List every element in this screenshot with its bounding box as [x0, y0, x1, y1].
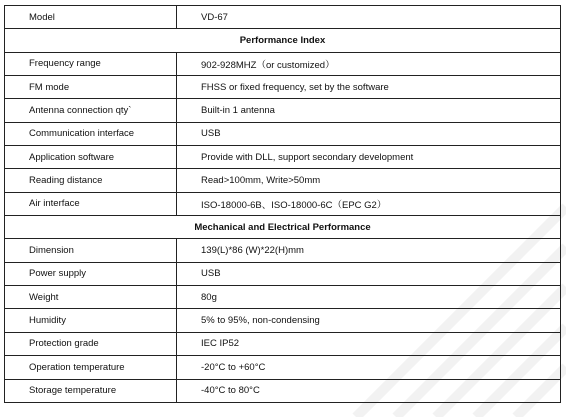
spec-table — [4, 5, 561, 403]
spec-value: Built-in 1 antenna — [177, 99, 561, 122]
table-row — [5, 76, 561, 99]
spec-value: ISO-18000-6B、ISO-18000-6C（EPC G2） — [177, 192, 561, 215]
table-row — [5, 192, 561, 215]
spec-label: Storage temperature — [5, 379, 177, 402]
spec-value: FHSS or fixed frequency, set by the software — [177, 76, 561, 99]
table-row — [5, 332, 561, 355]
spec-value: Read>100mm, Write>50mm — [177, 169, 561, 192]
spec-value: 80g — [177, 286, 561, 309]
table-row — [5, 52, 561, 75]
spec-value: USB — [177, 262, 561, 285]
table-row — [5, 122, 561, 145]
section-header-row — [5, 29, 561, 52]
table-row — [5, 99, 561, 122]
spec-label: Operation temperature — [5, 356, 177, 379]
section-title: Mechanical and Electrical Performance — [5, 216, 561, 239]
spec-label: Antenna connection qty` — [5, 99, 177, 122]
table-row — [5, 309, 561, 332]
table-row — [5, 146, 561, 169]
spec-value: 5% to 95%, non-condensing — [177, 309, 561, 332]
spec-value: -20°C to +60°C — [177, 356, 561, 379]
spec-value: USB — [177, 122, 561, 145]
spec-value: 902-928MHZ（or customized） — [177, 52, 561, 75]
table-row-model — [5, 6, 561, 29]
spec-label: FM mode — [5, 76, 177, 99]
spec-value: IEC IP52 — [177, 332, 561, 355]
spec-label: Protection grade — [5, 332, 177, 355]
table-row — [5, 239, 561, 262]
spec-label: Power supply — [5, 262, 177, 285]
spec-label: Dimension — [5, 239, 177, 262]
section-title: Performance Index — [5, 29, 561, 52]
spec-label: Reading distance — [5, 169, 177, 192]
table-row — [5, 379, 561, 402]
table-row — [5, 262, 561, 285]
model-value: VD-67 — [177, 6, 561, 29]
spec-label: Communication interface — [5, 122, 177, 145]
spec-value: 139(L)*86 (W)*22(H)mm — [177, 239, 561, 262]
spec-table-body — [5, 6, 561, 403]
spec-label: Weight — [5, 286, 177, 309]
spec-value: Provide with DLL, support secondary development — [177, 146, 561, 169]
model-label: Model — [5, 6, 177, 29]
table-row — [5, 169, 561, 192]
spec-label: Frequency range — [5, 52, 177, 75]
section-header-row — [5, 216, 561, 239]
spec-value: -40°C to 80°C — [177, 379, 561, 402]
spec-label: Air interface — [5, 192, 177, 215]
spec-label: Application software — [5, 146, 177, 169]
spec-label: Humidity — [5, 309, 177, 332]
table-row — [5, 286, 561, 309]
table-row — [5, 356, 561, 379]
